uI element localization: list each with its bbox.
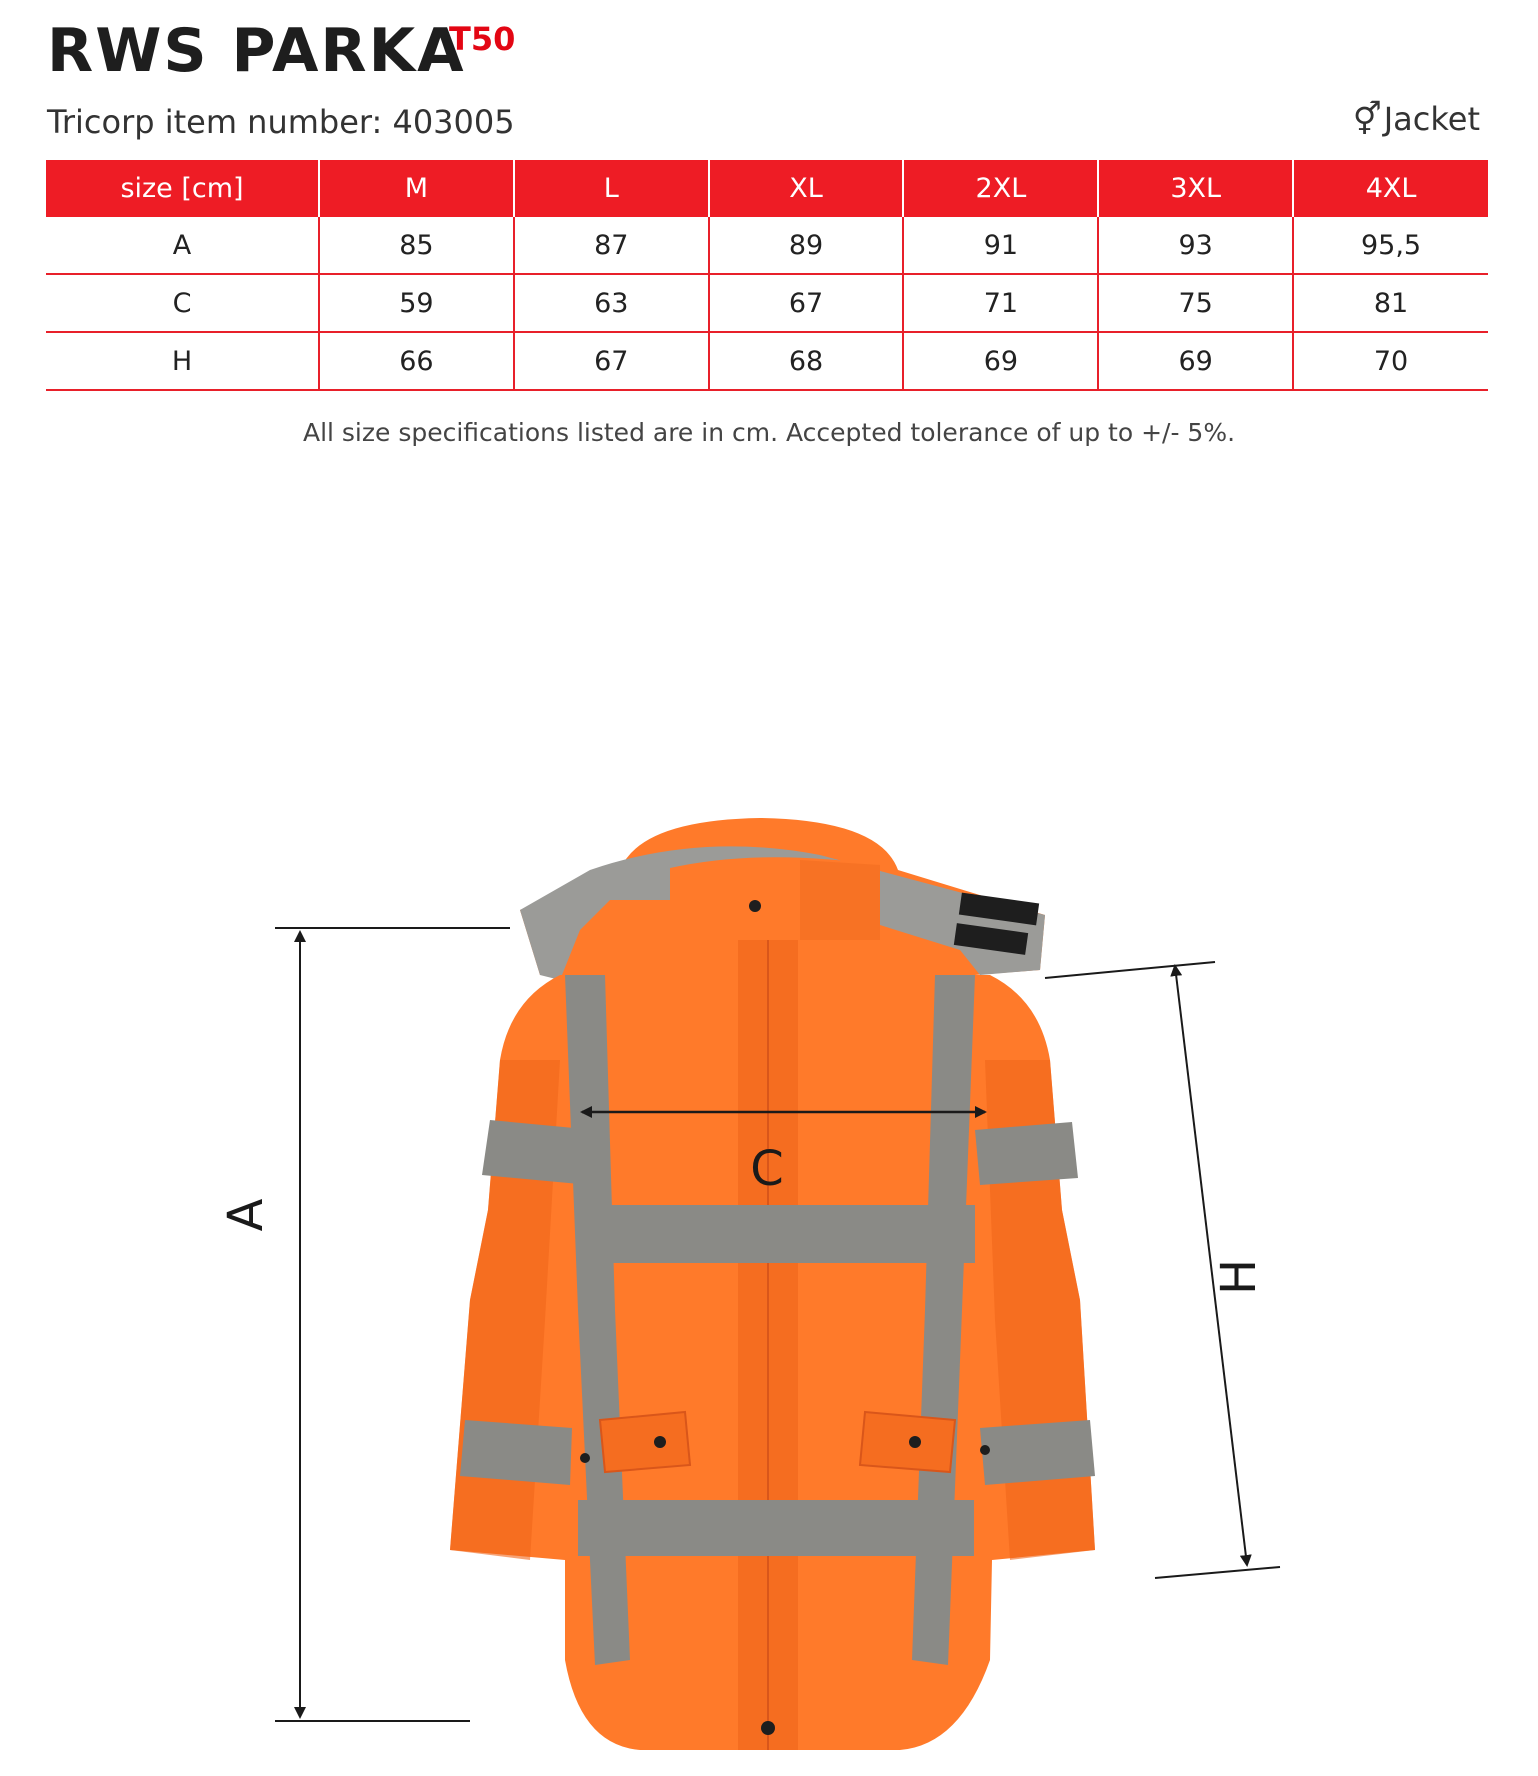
row-label: H	[46, 332, 319, 390]
product-category	[1353, 100, 1480, 138]
table-cell: 69	[903, 332, 1098, 390]
extension-line	[1155, 1567, 1280, 1578]
column-header: 2XL	[903, 160, 1098, 217]
table-cell: 91	[903, 217, 1098, 274]
reflective-band	[980, 1420, 1095, 1485]
table-cell: 70	[1293, 332, 1488, 390]
button	[654, 1436, 666, 1448]
dimension-label-c: C	[750, 1141, 784, 1197]
table-cell: 81	[1293, 274, 1488, 332]
reflective-band	[975, 1122, 1078, 1185]
button	[749, 900, 761, 912]
reflective-band	[578, 1500, 974, 1556]
product-title: RWS PARKA	[47, 16, 466, 86]
table-cell: 66	[319, 332, 514, 390]
table-cell: 67	[514, 332, 709, 390]
table-cell: 89	[709, 217, 904, 274]
pocket-flap	[600, 1412, 690, 1472]
dimension-a	[218, 928, 510, 1721]
jacket-measurement-diagram	[0, 760, 1538, 1776]
table-cell: 68	[709, 332, 904, 390]
table-cell: 75	[1098, 274, 1293, 332]
dimension-label-h: H	[1211, 1258, 1267, 1296]
jacket-illustration	[450, 818, 1095, 1750]
table-cell: 63	[514, 274, 709, 332]
column-header: XL	[709, 160, 904, 217]
table-cell: 71	[903, 274, 1098, 332]
size-table	[46, 160, 1488, 391]
collar-shadow	[800, 860, 880, 940]
table-row	[46, 332, 1488, 390]
table-cell: 95,5	[1293, 217, 1488, 274]
reflective-band	[460, 1420, 572, 1485]
table-cell: 67	[709, 274, 904, 332]
column-header: 4XL	[1293, 160, 1488, 217]
table-row	[46, 274, 1488, 332]
button	[580, 1453, 590, 1463]
table-row	[46, 217, 1488, 274]
column-header: size [cm]	[46, 160, 319, 217]
reflective-band	[482, 1120, 595, 1185]
tolerance-note: All size specifications listed are in cm. Accepted tolerance of up to +/- 5%.	[302, 418, 1236, 447]
pocket-flap	[860, 1412, 955, 1472]
unisex-icon: ⚥	[1352, 100, 1382, 138]
dimension-label-a: A	[218, 1198, 274, 1232]
table-cell: 69	[1098, 332, 1293, 390]
reflective-band	[585, 1205, 975, 1263]
button	[761, 1721, 775, 1735]
row-label: A	[46, 217, 319, 274]
column-header: M	[319, 160, 514, 217]
button	[980, 1445, 990, 1455]
table-cell: 87	[514, 217, 709, 274]
table-cell: 59	[319, 274, 514, 332]
table-cell: 85	[319, 217, 514, 274]
product-code-badge: T50	[449, 20, 516, 58]
extension-line	[1045, 962, 1215, 978]
button	[909, 1436, 921, 1448]
item-number: Tricorp item number: 403005	[47, 103, 515, 141]
column-header: 3XL	[1098, 160, 1293, 217]
size-table-header	[46, 160, 1488, 217]
table-cell: 93	[1098, 217, 1293, 274]
category-label: Jacket	[1383, 100, 1480, 138]
column-header: L	[514, 160, 709, 217]
row-label: C	[46, 274, 319, 332]
